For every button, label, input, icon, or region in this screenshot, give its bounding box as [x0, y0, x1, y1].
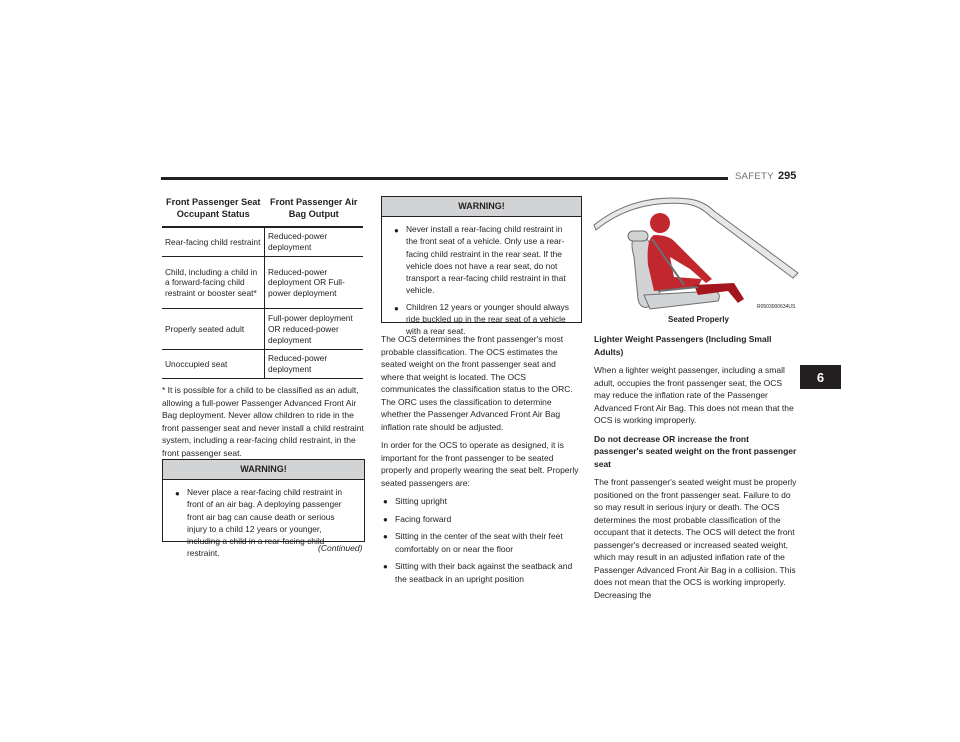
paragraph: In order for the OCS to operate as designed, it is important for the front passenger to be seated properly and properly wearing the seat belt. Properly seated passengers are: [381, 440, 579, 488]
warning-box [381, 196, 582, 337]
list-item [381, 530, 581, 555]
bullet-icon: ● [394, 303, 399, 313]
lighter-weight-section [594, 333, 800, 607]
seated-properly-illustration [594, 195, 800, 315]
table-row [162, 257, 363, 309]
list-item [381, 560, 581, 585]
bullet-icon: ● [394, 226, 399, 235]
warning-item-text: Never place a rear-facing child restraint in front of an air bag. A deploying passenger front air bag can cause death or serious injury to a child 12 years or younger, including a child in a rear-facing child restraint. [187, 487, 343, 559]
table-header-status: Front Passenger Seat Occupant Status [166, 197, 261, 219]
table-cell: Rear-facing child restraint [162, 227, 265, 257]
table-cell: Reduced-power deployment [265, 227, 364, 257]
list-item-text: Sitting with their back against the seatback and the seatback in an upright position [395, 561, 573, 584]
bullet-icon: ● [383, 532, 388, 541]
table-cell: Child, including a child in a forward-facing child restraint or booster seat* [162, 257, 265, 309]
table-row [162, 227, 363, 257]
ocs-description [381, 333, 581, 590]
warning-title: WARNING! [382, 197, 581, 217]
warning-item-text: Children 12 years or younger should always ride buckled up in the rear seat of a vehicle with a rear seat. [406, 301, 569, 337]
warning-list [163, 480, 364, 569]
bullet-icon: ● [175, 489, 180, 498]
list-item-text: Sitting upright [395, 496, 447, 506]
paragraph: When a lighter weight passenger, including a small adult, occupies the front passenger seat, the OCS may reduce the inflation rate of the Passenger Advanced Front Air Bag. This does not mean that the OCS is working improperly. [594, 365, 794, 425]
chapter-tab: 6 [800, 365, 841, 389]
table-cell: Full-power deployment OR reduced-power deployment [265, 309, 364, 350]
list-item-text: Sitting in the center of the seat with their feet comfortably on or near the floor [395, 531, 563, 554]
table-header-row [162, 194, 363, 227]
section-label: SAFETY [735, 171, 774, 182]
page-number: 295 [778, 170, 797, 182]
table-cell: Unoccupied seat [162, 350, 265, 379]
table-row [162, 350, 363, 379]
bullet-icon: ● [383, 514, 388, 524]
header-rule [161, 177, 728, 180]
table-cell: Reduced-power deployment OR Full-power deployment [265, 257, 364, 309]
table-row [162, 309, 363, 350]
subheading: Do not decrease OR increase the front passenger's seated weight on the front passenger seat [594, 433, 797, 469]
continued-label: (Continued) [318, 543, 363, 553]
figure-caption: Seated Properly [668, 315, 729, 324]
seated-properly-list [381, 495, 581, 585]
occupant-status-table [162, 194, 363, 379]
bullet-icon: ● [383, 497, 388, 506]
table-cell: Reduced-power deployment [265, 350, 364, 379]
warning-title: WARNING! [163, 460, 364, 480]
table-footnote: * It is possible for a child to be classified as an adult, allowing a full-power Passenger Advanced Front Air Bag deployment. Never allow children to ride in the front passenger seat and never install a child restraint system, including a rear-facing child restraint, in the front passenger seat. [162, 385, 364, 458]
warning-item [390, 223, 573, 297]
warning-list [382, 217, 581, 347]
list-item-text: Facing forward [395, 513, 452, 524]
figure-code: R0503000634US [757, 304, 796, 310]
subheading: Lighter Weight Passengers (Including Small Adults) [594, 334, 772, 357]
table-header-output: Front Passenger Air Bag Output [270, 197, 358, 219]
paragraph: The front passenger's seated weight must be properly positioned on the front passenger seat. Failure to do so may result in serious injury or death. The OCS determines the most probable classification of the occupant that it detects. The OCS will detect the front passenger's decreased or increased seated weight, which may result in an adjusted inflation rate of the Passenger Advanced Front Air Bag in a collision. This does not mean that the OCS is working improperly. Decreasing the [594, 477, 797, 600]
header-rule-gap [728, 177, 730, 180]
paragraph: The OCS determines the front passenger's most probable classification. The OCS estimates the seated weight on the front passenger seat and where that weight is located. The OCS communicates the classification status to the ORC. The ORC uses the classification to determine whether the Passenger Advanced Front Air Bag inflation rate should be adjusted. [381, 334, 573, 432]
list-item [381, 495, 581, 508]
bullet-icon: ● [383, 562, 388, 571]
warning-item-text: Never install a rear-facing child restraint in the front seat of a vehicle. Only use a rear-facing child restraint in the rear seat. If the vehicle does not have a rear seat, do not transport a rear-facing child restraint in that vehicle. [406, 224, 566, 296]
list-item [381, 513, 581, 526]
table-cell: Properly seated adult [162, 309, 265, 350]
